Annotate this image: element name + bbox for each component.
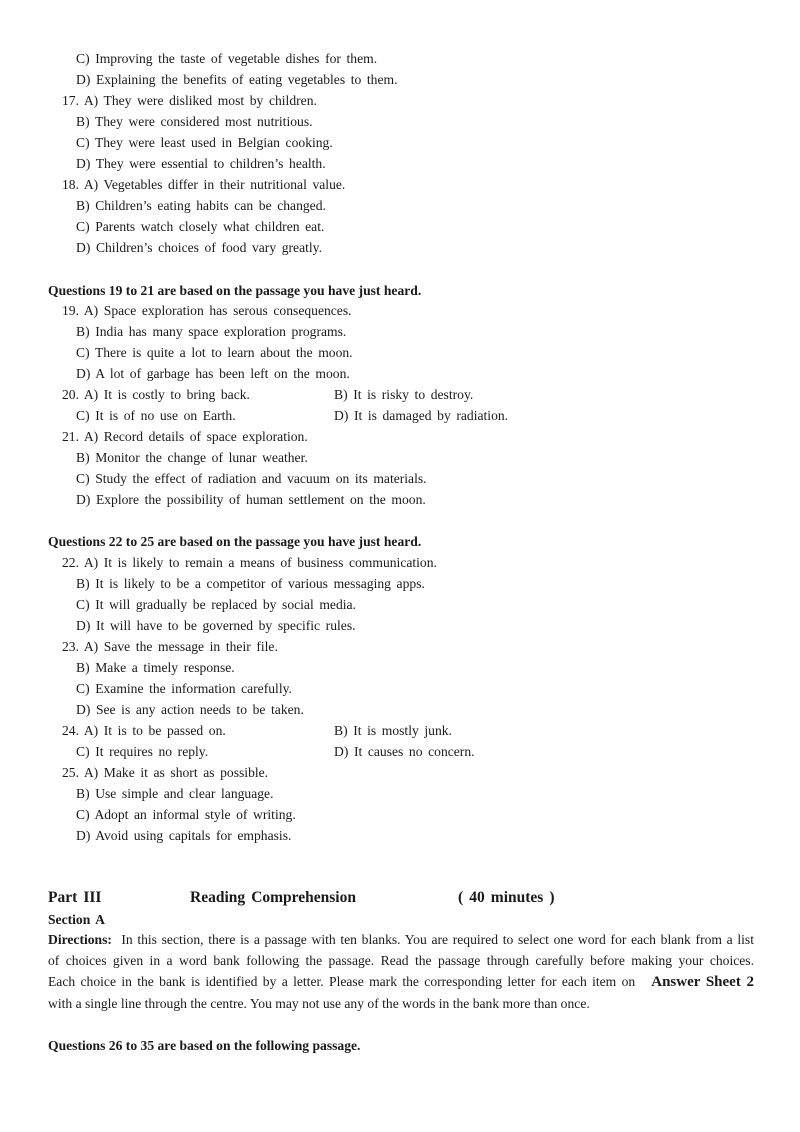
option-24b: B) It is mostly junk.	[334, 723, 452, 738]
option-23b: B) Make a timely response.	[76, 660, 235, 675]
question-24-option-a: 24. A) It is to be passed on.	[62, 723, 226, 738]
question-21-option-a: 21. A) Record details of space exploration.	[62, 429, 308, 444]
option-20c: C) It is of no use on Earth.	[76, 408, 236, 423]
directions-line-3: Each choice in the bank is identified by a letter. Please mark the corresponding letter for each item on Answer Sheet 2	[48, 974, 755, 990]
directions-line-1: Directions: In this section, there is a passage with ten blanks. You are required to select one word for each blank from a list	[48, 932, 754, 947]
section-label: Section A	[48, 912, 105, 927]
passage-questions-heading: Questions 26 to 35 are based on the following passage.	[48, 1038, 361, 1053]
part-label: Part III	[48, 889, 102, 906]
question-25-option-a: 25. A) Make it as short as possible.	[62, 765, 269, 780]
option-17d: D) They were essential to children’s health.	[76, 156, 326, 171]
question-20-option-a: 20. A) It is costly to bring back.	[62, 387, 250, 402]
option-17b: B) They were considered most nutritious.	[76, 114, 313, 129]
option-19c: C) There is quite a lot to learn about the moon.	[76, 345, 353, 360]
directions-paragraph	[48, 929, 754, 1014]
answer-sheet-label: Answer Sheet 2	[651, 974, 755, 990]
option-22c: C) It will gradually be replaced by social media.	[76, 597, 356, 612]
option-21d: D) Explore the possibility of human settlement on the moon.	[76, 492, 426, 507]
option-18b: B) Children’s eating habits can be changed.	[76, 198, 326, 213]
option-19b: B) India has many space exploration programs.	[76, 324, 347, 339]
directions-line-4: with a single line through the centre. You may not use any of the words in the bank more than once.	[48, 996, 590, 1011]
directions-label: Directions:	[48, 932, 112, 947]
option-22d: D) It will have to be governed by specific rules.	[76, 618, 356, 633]
part-time: ( 40 minutes )	[458, 889, 555, 906]
option-25b: B) Use simple and clear language.	[76, 786, 274, 801]
directions-line-2: of choices given in a word bank following the passage. Read the passage through carefully before making your choices.	[48, 953, 754, 968]
option-20d: D) It is damaged by radiation.	[334, 408, 509, 423]
option-18c: C) Parents watch closely what children eat.	[76, 219, 325, 234]
option-21b: B) Monitor the change of lunar weather.	[76, 450, 308, 465]
section-heading-22-25: Questions 22 to 25 are based on the passage you have just heard.	[48, 534, 422, 549]
question-23-option-a: 23. A) Save the message in their file.	[62, 639, 278, 654]
option-24c: C) It requires no reply.	[76, 744, 209, 759]
option-19d: D) A lot of garbage has been left on the moon.	[76, 366, 350, 381]
question-19-option-a: 19. A) Space exploration has serous consequences.	[62, 303, 352, 318]
option-17c: C) They were least used in Belgian cooking.	[76, 135, 333, 150]
question-22-option-a: 22. A) It is likely to remain a means of business communication.	[62, 555, 437, 570]
option-16d: D) Explaining the benefits of eating vegetables to them.	[76, 72, 398, 87]
option-21c: C) Study the effect of radiation and vacuum on its materials.	[76, 471, 427, 486]
question-17-option-a: 17. A) They were disliked most by children.	[62, 93, 317, 108]
question-18-option-a: 18. A) Vegetables differ in their nutritional value.	[62, 177, 346, 192]
option-16c: C) Improving the taste of vegetable dishes for them.	[76, 51, 378, 66]
part-title: Reading Comprehension	[190, 889, 356, 906]
option-20b: B) It is risky to destroy.	[334, 387, 474, 402]
option-25c: C) Adopt an informal style of writing.	[76, 807, 296, 822]
section-heading-19-21: Questions 19 to 21 are based on the passage you have just heard.	[48, 283, 422, 298]
option-25d: D) Avoid using capitals for emphasis.	[76, 828, 292, 843]
option-22b: B) It is likely to be a competitor of various messaging apps.	[76, 576, 425, 591]
option-23d: D) See is any action needs to be taken.	[76, 702, 304, 717]
option-24d: D) It causes no concern.	[334, 744, 475, 759]
option-18d: D) Children’s choices of food vary greatly.	[76, 240, 322, 255]
option-23c: C) Examine the information carefully.	[76, 681, 292, 696]
